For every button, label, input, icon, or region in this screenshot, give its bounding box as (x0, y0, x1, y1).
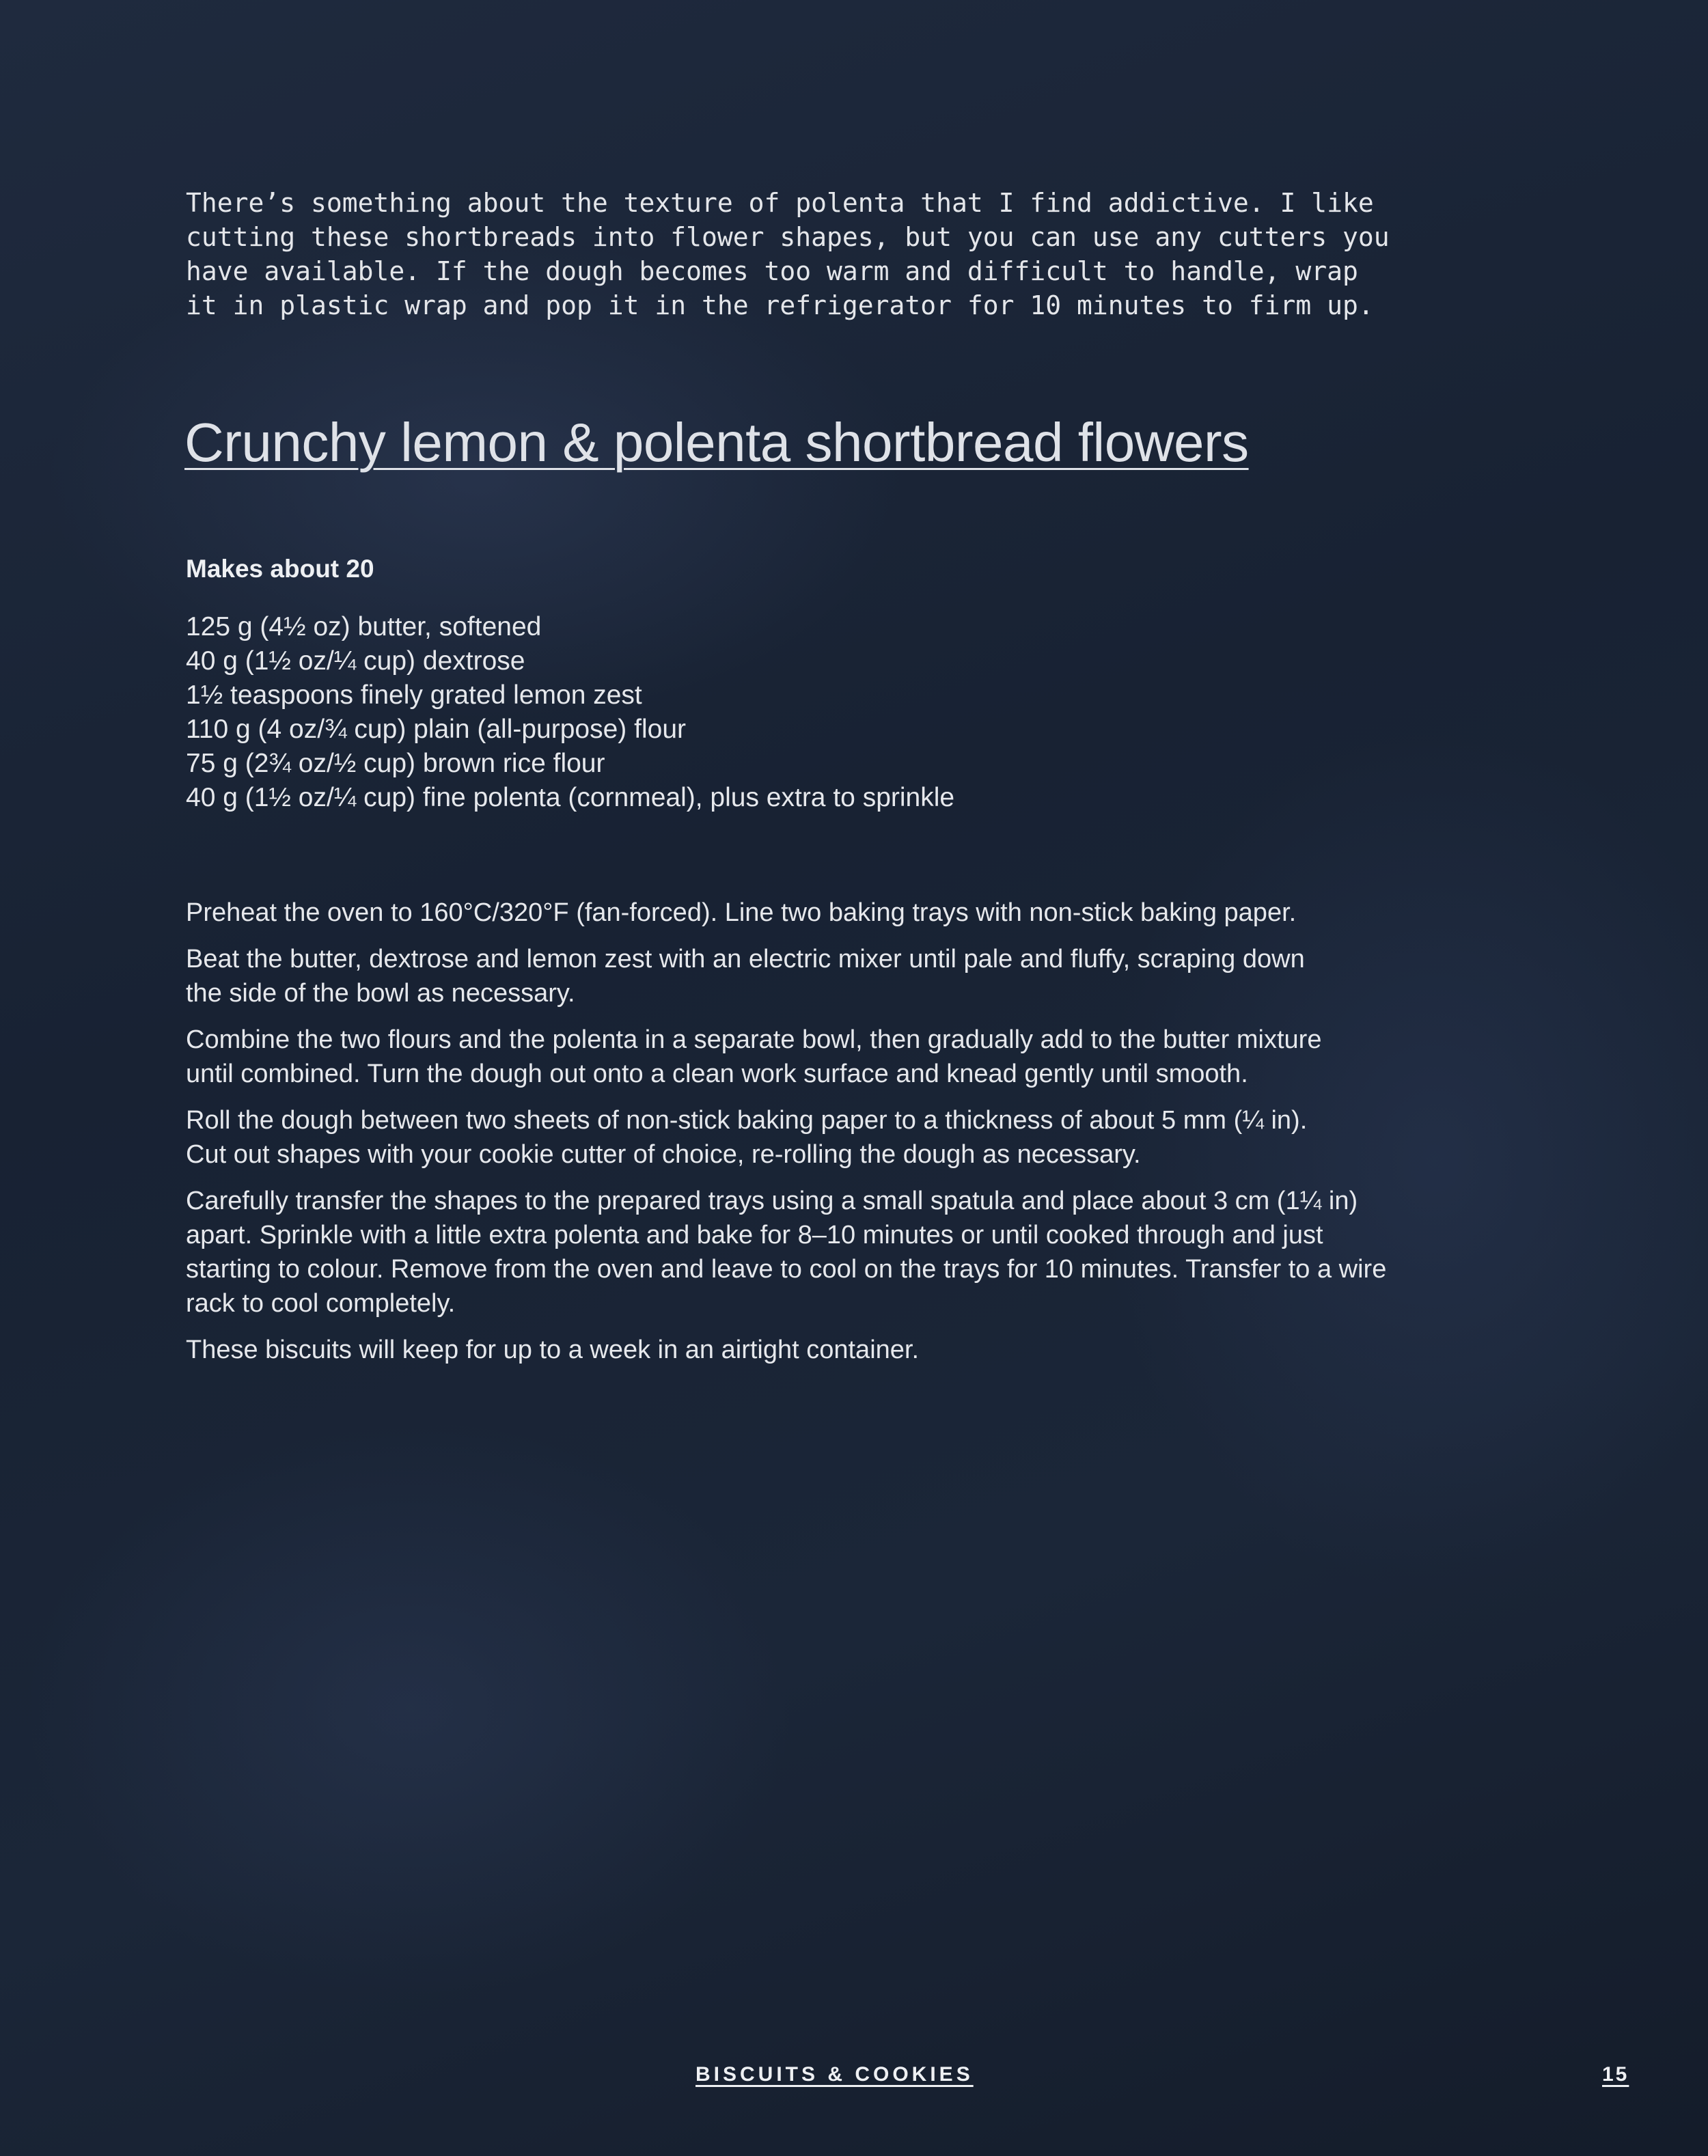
ingredient-item: 75 g (2¾ oz/½ cup) brown rice flour (186, 749, 605, 778)
method-step (186, 1103, 1386, 1172)
method-step-line: Cut out shapes with your cookie cutter of choice, re-rolling the dough as necessary. (186, 1140, 1141, 1169)
method-step-line: Beat the butter, dextrose and lemon zest with an electric mixer until pale and fluffy, scraping down (186, 945, 1305, 973)
method-step (186, 1184, 1386, 1321)
page-number: 15 (1602, 2063, 1629, 2086)
method-step-line: starting to colour. Remove from the oven and leave to cool on the trays for 10 minutes. Transfer to a wire (186, 1255, 1387, 1284)
recipe-yield: Makes about 20 (186, 555, 374, 583)
ingredient-item: 40 g (1½ oz/¼ cup) dextrose (186, 646, 525, 676)
intro-paragraph (186, 186, 1390, 322)
method-step-line: These biscuits will keep for up to a week in an airtight container. (186, 1336, 920, 1364)
method-steps (186, 896, 1386, 1379)
ingredients-list (186, 610, 954, 815)
method-step (186, 942, 1386, 1010)
section-footer: BISCUITS & COOKIES (695, 2063, 974, 2086)
method-step-line: Carefully transfer the shapes to the prepared trays using a small spatula and place about 3 cm (1¼ in) (186, 1187, 1358, 1215)
method-step (186, 1333, 1386, 1367)
recipe-title: Crunchy lemon & polenta shortbread flowers (184, 412, 1249, 473)
method-step-line: Combine the two flours and the polenta in a separate bowl, then gradually add to the butter mixture (186, 1025, 1322, 1054)
method-step-line: Preheat the oven to 160°C/320°F (fan-forced). Line two baking trays with non-stick baking paper. (186, 898, 1297, 927)
ingredient-item: 125 g (4½ oz) butter, softened (186, 612, 542, 641)
method-step-line: Roll the dough between two sheets of non-stick baking paper to a thickness of about 5 mm (¼ in). (186, 1106, 1308, 1135)
ingredient-item: 110 g (4 oz/¾ cup) plain (all-purpose) flour (186, 715, 686, 744)
intro-line: cutting these shortbreads into flower shapes, but you can use any cutters you (186, 222, 1390, 252)
intro-line: There’s something about the texture of polenta that I find addictive. I like (186, 188, 1374, 218)
method-step-line: the side of the bowl as necessary. (186, 979, 575, 1008)
method-step (186, 896, 1386, 930)
method-step (186, 1023, 1386, 1091)
intro-line: it in plastic wrap and pop it in the refrigerator for 10 minutes to firm up. (186, 290, 1374, 320)
method-step-line: rack to cool completely. (186, 1289, 456, 1318)
ingredient-item: 1½ teaspoons finely grated lemon zest (186, 680, 642, 710)
intro-line: have available. If the dough becomes too warm and difficult to handle, wrap (186, 256, 1358, 286)
method-step-line: apart. Sprinkle with a little extra polenta and bake for 8–10 minutes or until cooked through and just (186, 1221, 1323, 1249)
method-step-line: until combined. Turn the dough out onto a clean work surface and knead gently until smooth. (186, 1060, 1248, 1088)
ingredient-item: 40 g (1½ oz/¼ cup) fine polenta (cornmeal), plus extra to sprinkle (186, 783, 955, 812)
